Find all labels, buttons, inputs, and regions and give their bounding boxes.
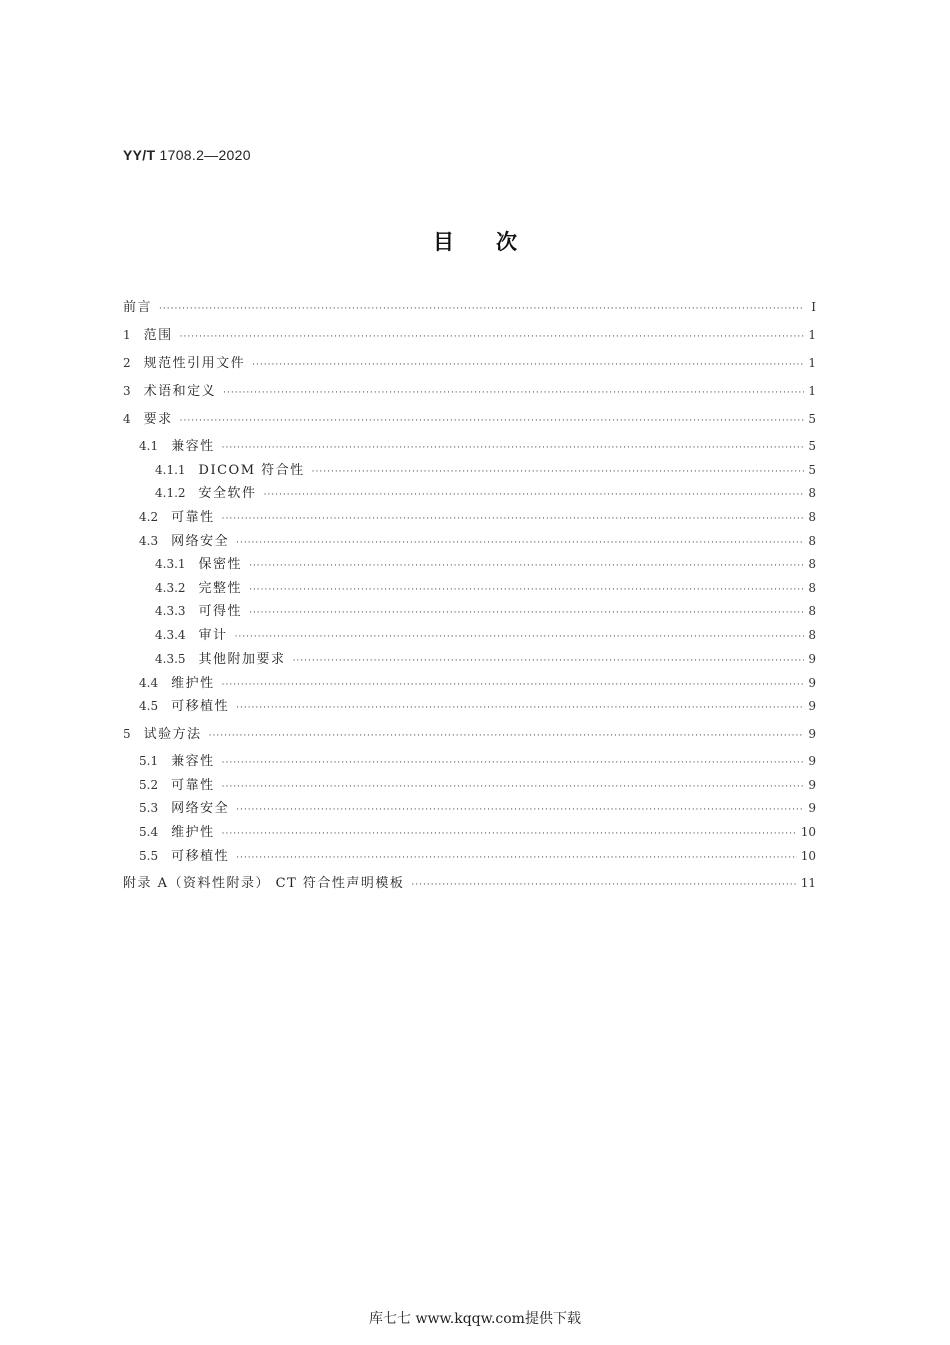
toc-entry-label: 可移植性 [171,849,230,864]
toc-entry-number: 1 [123,328,131,342]
toc-leader-dots [180,327,804,347]
toc-leader-dots [222,824,797,844]
toc-leader-dots [223,383,804,403]
toc-entry-label: 维护性 [171,676,215,691]
toc-entry-label: 试验方法 [143,727,202,742]
toc-entry-number: 4.3.4 [155,628,186,642]
toc-entry[interactable] [123,798,816,818]
toc-leader-dots [249,580,804,600]
toc-entry-number: 2 [123,356,131,370]
toc-entry-label: 可得性 [198,604,243,619]
toc-entry-page: 9 [808,652,816,666]
toc-entry-label: 保密性 [198,557,243,572]
toc-entry-page: 8 [808,557,816,571]
toc-entry-number: 3 [123,384,131,398]
toc-entry[interactable] [123,751,816,771]
toc-entry[interactable] [123,436,816,456]
toc-entry-page: 8 [808,581,816,595]
toc-entry-page: 8 [808,604,816,618]
toc-entry[interactable] [123,554,816,574]
toc-entry-label: 可靠性 [171,510,215,525]
toc-entry-label: 前言 [123,300,153,315]
toc-leader-dots [222,438,804,458]
toc-entry[interactable] [123,578,816,598]
toc-entry-page: 9 [808,699,816,713]
toc-entry[interactable] [123,297,816,317]
toc-entry-number: 4.1.2 [155,486,186,500]
standard-code-prefix: YY/T [123,147,156,163]
toc-entry-number: 5.4 [139,825,159,839]
toc-leader-dots [252,355,804,375]
toc-entry-number: 4.4 [139,676,159,690]
toc-leader-dots [293,651,804,671]
toc-entry-page: 5 [808,412,816,426]
toc-entry-label: DICOM 符合性 [198,463,305,478]
toc-leader-dots [235,627,804,647]
standard-code-number: 1708.2—2020 [159,147,251,163]
toc-entry-number: 4.3.2 [155,581,186,595]
footer-watermark: 库七七 www.kqqw.com提供下载 [369,1311,581,1327]
toc-leader-dots [222,675,804,695]
toc-entry-page: 1 [808,356,816,370]
toc-entry-label: 兼容性 [171,754,215,769]
toc-leader-dots [209,726,804,746]
toc-entry-page: 10 [800,849,816,863]
toc-entry-page: 9 [808,778,816,792]
toc-entry-label: 其他附加要求 [198,652,286,667]
toc-entry-label: 审计 [198,628,228,643]
toc-entry-page: 8 [808,510,816,524]
toc-entry-number: 4 [123,412,131,426]
toc-entry-label: 术语和定义 [143,384,217,399]
toc-entry[interactable] [123,625,816,645]
standard-code [123,147,251,163]
toc-entry-page: Ⅰ [811,300,816,314]
toc-entry-label: 维护性 [171,825,215,840]
toc-entry-page: 9 [808,727,816,741]
toc-leader-dots [312,462,804,482]
toc-entry[interactable] [123,353,816,373]
toc-leader-dots [236,848,797,868]
toc-entry-page: 9 [808,676,816,690]
toc-entry[interactable] [123,381,816,401]
toc-leader-dots [236,698,804,718]
toc-entry-page: 5 [808,439,816,453]
toc-entry-page: 8 [808,486,816,500]
toc-entry-number: 4.3.1 [155,557,186,571]
toc-entry-label: 要求 [143,412,173,427]
toc-entry-page: 9 [808,801,816,815]
toc-leader-dots [222,753,804,773]
toc-entry[interactable] [123,325,816,345]
toc-entry[interactable] [123,846,816,866]
toc-entry-number: 4.3.3 [155,604,186,618]
toc-entry-page: 10 [800,825,816,839]
toc-entry-page: 1 [808,328,816,342]
toc-leader-dots [180,411,804,431]
toc-entry[interactable] [123,601,816,621]
toc-entry-page: 11 [800,876,816,890]
toc-leader-dots [159,299,804,319]
toc-entry-number: 4.1 [139,439,159,453]
toc-entry-label: 附录 A（资料性附录） CT 符合性声明模板 [123,876,405,891]
toc-entry-number: 5.2 [139,778,159,792]
toc-entry-number: 5.5 [139,849,159,863]
toc-entry[interactable] [123,409,816,429]
toc-leader-dots [264,485,804,505]
toc-leader-dots [249,603,804,623]
toc-entry[interactable] [123,696,816,716]
toc-leader-dots [222,777,804,797]
page-title: 目次 [433,230,559,254]
toc-entry-label: 规范性引用文件 [143,356,246,371]
toc-entry-label: 范围 [143,328,173,343]
toc-entry[interactable] [123,822,816,842]
toc-entry[interactable] [123,483,816,503]
toc-entry-number: 5.1 [139,754,159,768]
toc-entry-number: 4.3 [139,534,159,548]
toc-entry[interactable] [123,724,816,744]
toc-entry-page: 5 [808,463,816,477]
toc-entry-number: 4.2 [139,510,159,524]
toc-entry[interactable] [123,775,816,795]
toc-entry-number: 4.5 [139,699,159,713]
toc-leader-dots [236,533,804,553]
toc-leader-dots [236,800,804,820]
toc-entry-label: 网络安全 [171,801,230,816]
toc-entry-label: 网络安全 [171,534,230,549]
toc-entry-number: 5 [123,727,131,741]
toc-entry-label: 兼容性 [171,439,215,454]
toc-entry-number: 4.3.5 [155,652,186,666]
toc-entry[interactable] [123,460,816,480]
toc-entry[interactable] [123,873,816,893]
toc-entry[interactable] [123,649,816,669]
toc-entry-page: 8 [808,534,816,548]
toc-entry[interactable] [123,673,816,693]
toc-leader-dots [222,509,804,529]
toc-leader-dots [249,556,804,576]
toc-entry-label: 完整性 [198,581,243,596]
toc-entry[interactable] [123,507,816,527]
toc-entry-label: 安全软件 [198,486,257,501]
toc-entry-number: 4.1.1 [155,463,186,477]
toc-leader-dots [411,875,796,895]
toc-entry-page: 8 [808,628,816,642]
toc-entry-page: 9 [808,754,816,768]
toc-entry-number: 5.3 [139,801,159,815]
toc-entry-page: 1 [808,384,816,398]
toc-entry-label: 可靠性 [171,778,215,793]
toc-entry-label: 可移植性 [171,699,230,714]
toc-entry[interactable] [123,531,816,551]
